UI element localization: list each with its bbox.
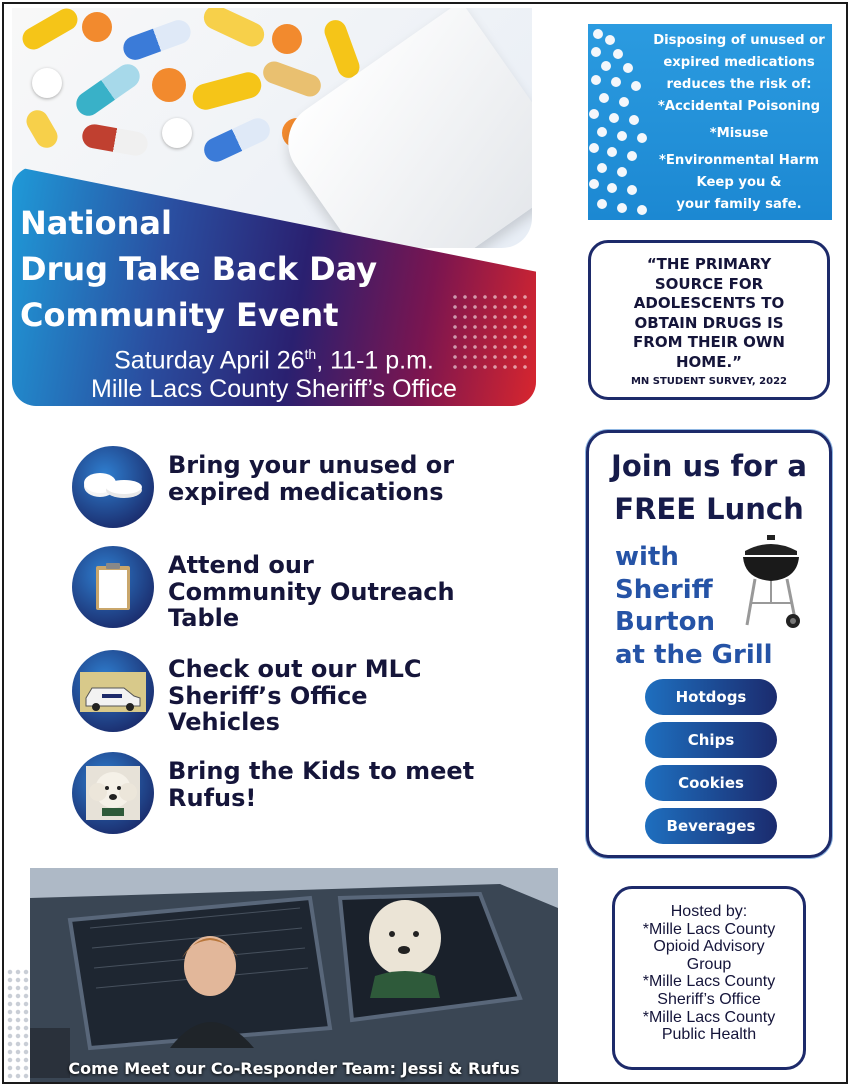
event-location: Mille Lacs County Sheriff’s Office xyxy=(91,375,457,404)
menu-item-chips: Chips xyxy=(645,722,777,758)
hosted-line: Hosted by: xyxy=(670,903,748,920)
activity-line: Attend our xyxy=(168,551,314,579)
lunch-title-line: Join us for a xyxy=(611,449,807,483)
activity-text xyxy=(168,758,528,811)
disposal-line: expired medications xyxy=(663,55,815,70)
quote-line: HOME.” xyxy=(675,352,743,371)
hosted-by-text xyxy=(615,903,803,1044)
activity-item-medications xyxy=(72,446,532,528)
co-responder-team-photo xyxy=(30,868,558,1082)
activity-item-vehicles xyxy=(72,650,532,736)
activity-item-rufus xyxy=(72,752,532,834)
hosted-line: Sheriff’s Office xyxy=(657,990,761,1008)
hosted-line: Group xyxy=(686,955,732,973)
activity-line: Table xyxy=(168,604,240,632)
activity-line: Sheriff’s Office xyxy=(168,681,368,710)
disposal-line: Disposing of unused or xyxy=(653,33,825,48)
quote-box xyxy=(588,240,830,400)
menu-item-hotdogs: Hotdogs xyxy=(645,679,777,715)
activity-item-outreach-table xyxy=(72,546,532,632)
disposal-line: your family safe. xyxy=(676,197,802,212)
activity-line: Bring your unused or xyxy=(168,451,455,479)
quote-line: FROM THEIR OWN xyxy=(633,333,785,351)
quote-line: “THE PRIMARY xyxy=(646,255,772,273)
title-line: Drug Take Back Day xyxy=(20,250,378,288)
disposal-line: *Accidental Poisoning xyxy=(657,99,821,114)
lunch-title xyxy=(589,445,829,531)
title-line: Community Event xyxy=(20,296,339,334)
lunch-title-line: FREE Lunch xyxy=(614,492,804,526)
activity-line: Vehicles xyxy=(168,708,280,736)
menu-item-beverages: Beverages xyxy=(645,808,777,844)
photo-caption: Come Meet our Co-Responder Team: Jessi & Rufus xyxy=(68,1059,520,1078)
lunch-with-line: Sheriff xyxy=(615,574,713,605)
activity-text xyxy=(168,452,528,505)
activity-line: Community Outreach xyxy=(168,577,455,606)
quote-line: OBTAIN DRUGS IS xyxy=(634,313,784,332)
disposal-line: Keep you & xyxy=(696,175,782,190)
event-details xyxy=(12,340,536,404)
activity-text xyxy=(168,656,528,736)
disposal-info-text xyxy=(646,30,832,216)
hosted-line: Opioid Advisory xyxy=(653,938,765,956)
quote-source: MN STUDENT SURVEY, 2022 xyxy=(630,376,788,387)
clipboard-icon xyxy=(72,546,154,628)
disposal-line: *Environmental Harm xyxy=(659,153,819,168)
lunch-with-line: with xyxy=(615,542,679,572)
activity-line: Check out our MLC xyxy=(168,655,422,683)
activity-line: Bring the Kids to meet xyxy=(168,757,475,785)
lunch-with-line: at the Grill xyxy=(615,639,773,670)
hosted-by-box xyxy=(612,886,806,1070)
title-line: National xyxy=(20,204,172,242)
quote-text xyxy=(591,255,827,372)
dog-icon xyxy=(72,752,154,834)
event-date: Saturday April 26th, 11-1 p.m. xyxy=(114,346,434,375)
free-lunch-box xyxy=(586,430,832,858)
activity-text xyxy=(168,552,528,632)
disposal-line: reduces the risk of: xyxy=(666,77,812,92)
hosted-line: *Mille Lacs County xyxy=(642,973,776,991)
activity-line: Rufus! xyxy=(168,783,257,812)
activity-line: expired medications xyxy=(168,477,444,506)
disposal-info-box xyxy=(588,24,832,220)
grill-icon xyxy=(739,533,803,633)
lunch-with-line: Burton xyxy=(615,607,715,637)
disposal-line: *Misuse xyxy=(709,126,769,141)
menu-item-cookies: Cookies xyxy=(645,765,777,801)
pills-icon xyxy=(72,446,154,528)
patrol-vehicle-illustration xyxy=(30,868,558,1082)
quote-line: ADOLESCENTS TO xyxy=(633,294,785,312)
decorative-dot-strip xyxy=(6,968,30,1080)
police-car-icon xyxy=(72,650,154,732)
hosted-line: *Mille Lacs County xyxy=(642,920,776,938)
hosted-line: Public Health xyxy=(661,1026,757,1044)
quote-line: SOURCE FOR xyxy=(654,274,764,293)
hosted-line: *Mille Lacs County xyxy=(642,1008,776,1026)
event-title xyxy=(20,200,377,338)
